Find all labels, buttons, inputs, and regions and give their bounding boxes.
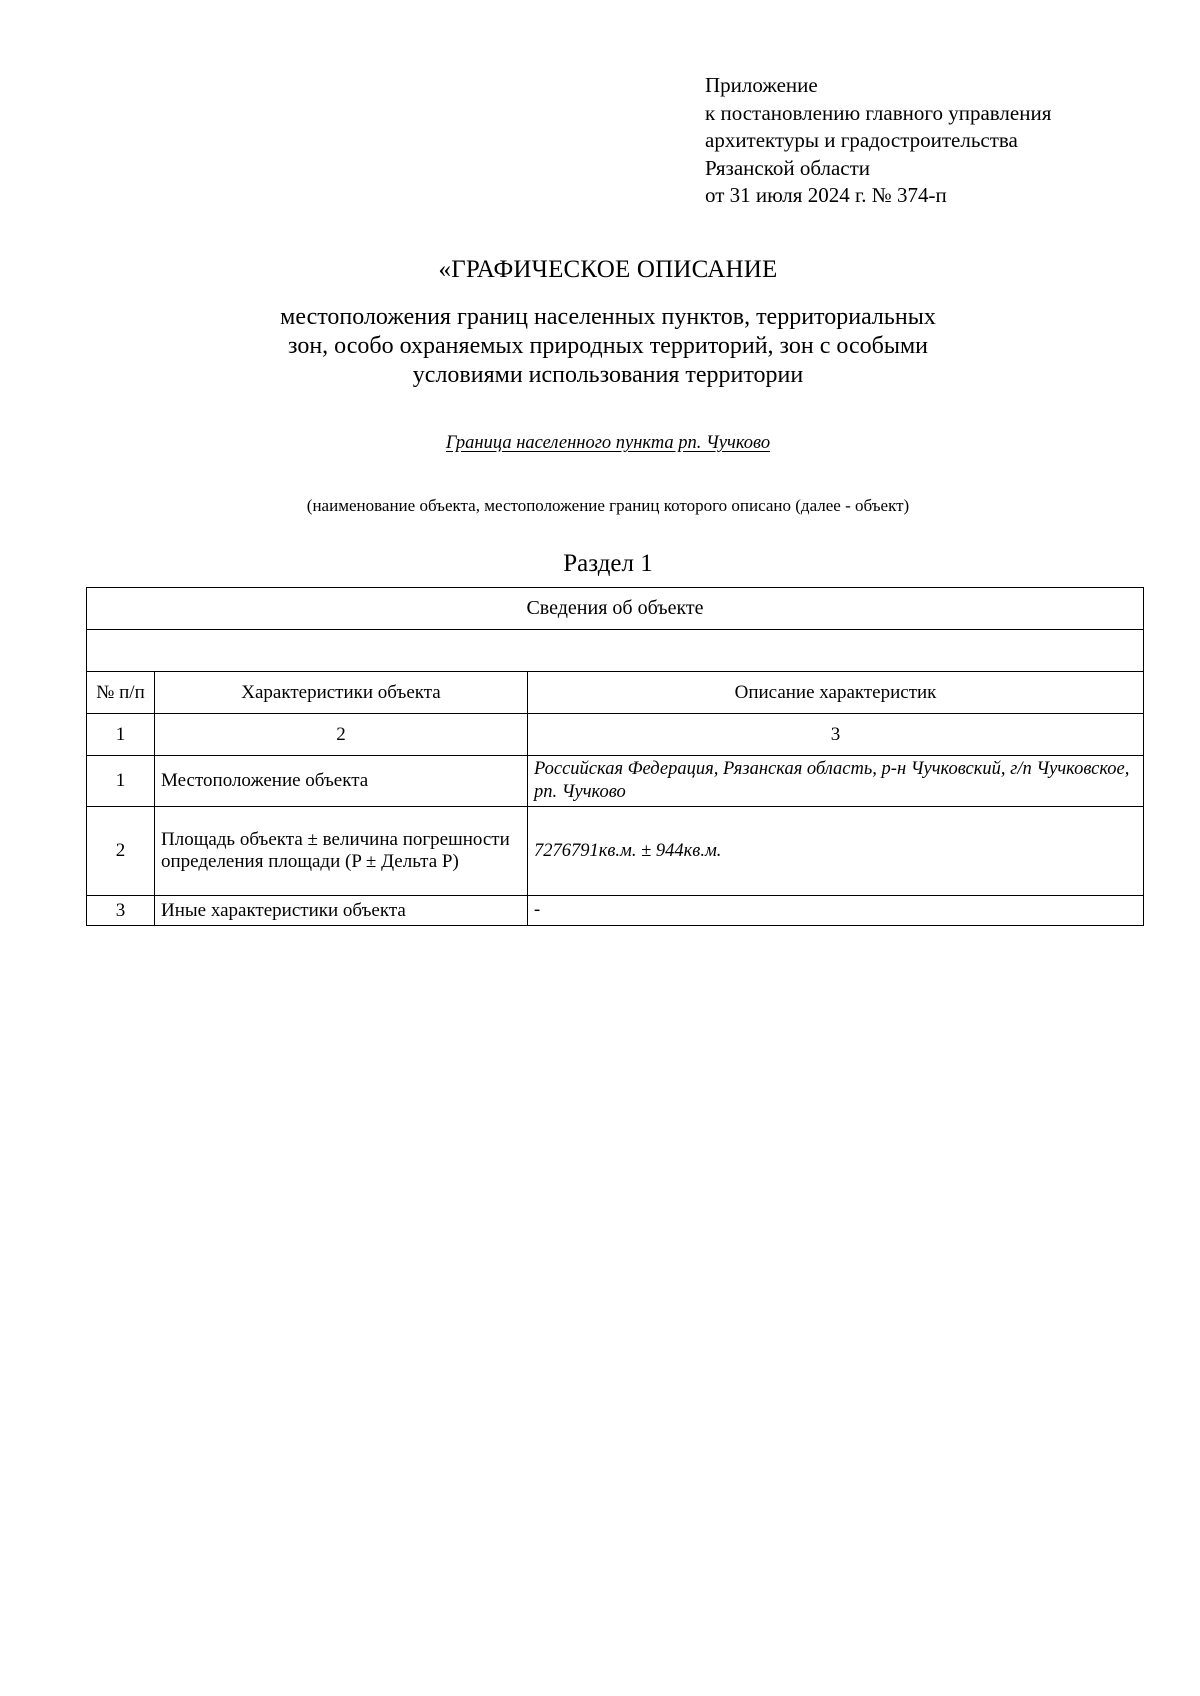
row-number: 2 xyxy=(87,807,155,896)
object-name: Граница населенного пункта рп. Чучково xyxy=(445,433,771,453)
column-number: 1 xyxy=(87,714,155,756)
column-number-row xyxy=(87,714,1144,756)
table-row xyxy=(87,756,1144,807)
table-caption-row xyxy=(87,588,1144,630)
document-title: «ГРАФИЧЕСКОЕ ОПИСАНИЕ xyxy=(438,256,778,283)
column-number: 3 xyxy=(528,714,1144,756)
subtitle-line: условиями использования территории xyxy=(412,362,804,388)
table-row xyxy=(87,807,1144,896)
object-name-wrapper xyxy=(0,433,1200,454)
row-characteristic: Иные характеристики объекта xyxy=(155,896,528,926)
row-number: 1 xyxy=(87,756,155,807)
header-characteristic: Характеристики объекта xyxy=(155,672,528,714)
row-characteristic: Местоположение объекта xyxy=(155,756,528,807)
section-title: Раздел 1 xyxy=(563,550,653,577)
appendix-line: к постановлению главного управления xyxy=(705,100,1052,125)
object-caption: (наименование объекта, местоположение границ которого описано (далее - объект) xyxy=(306,496,910,515)
empty-cell xyxy=(87,630,1144,672)
row-description: 7276791кв.м. ± 944кв.м. xyxy=(528,807,1144,896)
appendix-block xyxy=(705,72,1051,210)
table-caption: Сведения об объекте xyxy=(87,588,1144,630)
object-info-table xyxy=(86,587,1144,926)
subtitle-line: зон, особо охраняемых природных территорий, зон с особыми xyxy=(287,333,929,359)
header-num: № п/п xyxy=(87,672,155,714)
appendix-line: архитектуры и градостроительства xyxy=(705,128,1018,152)
subtitle-line: местоположения границ населенных пунктов, территориальных xyxy=(280,304,936,330)
appendix-line: от 31 июля 2024 г. № 374-п xyxy=(705,183,947,207)
row-number: 3 xyxy=(87,896,155,926)
table-row xyxy=(87,896,1144,926)
document-subtitle xyxy=(0,303,1200,390)
row-description: Российская Федерация, Рязанская область, р-н Чучковский, г/п Чучковское, рп. Чучково xyxy=(528,756,1144,807)
appendix-line: Рязанской области xyxy=(705,155,871,180)
appendix-line: Приложение xyxy=(705,73,818,97)
table-header-row xyxy=(87,672,1144,714)
table-empty-row xyxy=(87,630,1144,672)
row-characteristic: Площадь объекта ± величина погрешности определения площади (P ± Дельта P) xyxy=(155,807,528,896)
header-description: Описание характеристик xyxy=(528,672,1144,714)
row-description: - xyxy=(528,896,1144,926)
column-number: 2 xyxy=(155,714,528,756)
